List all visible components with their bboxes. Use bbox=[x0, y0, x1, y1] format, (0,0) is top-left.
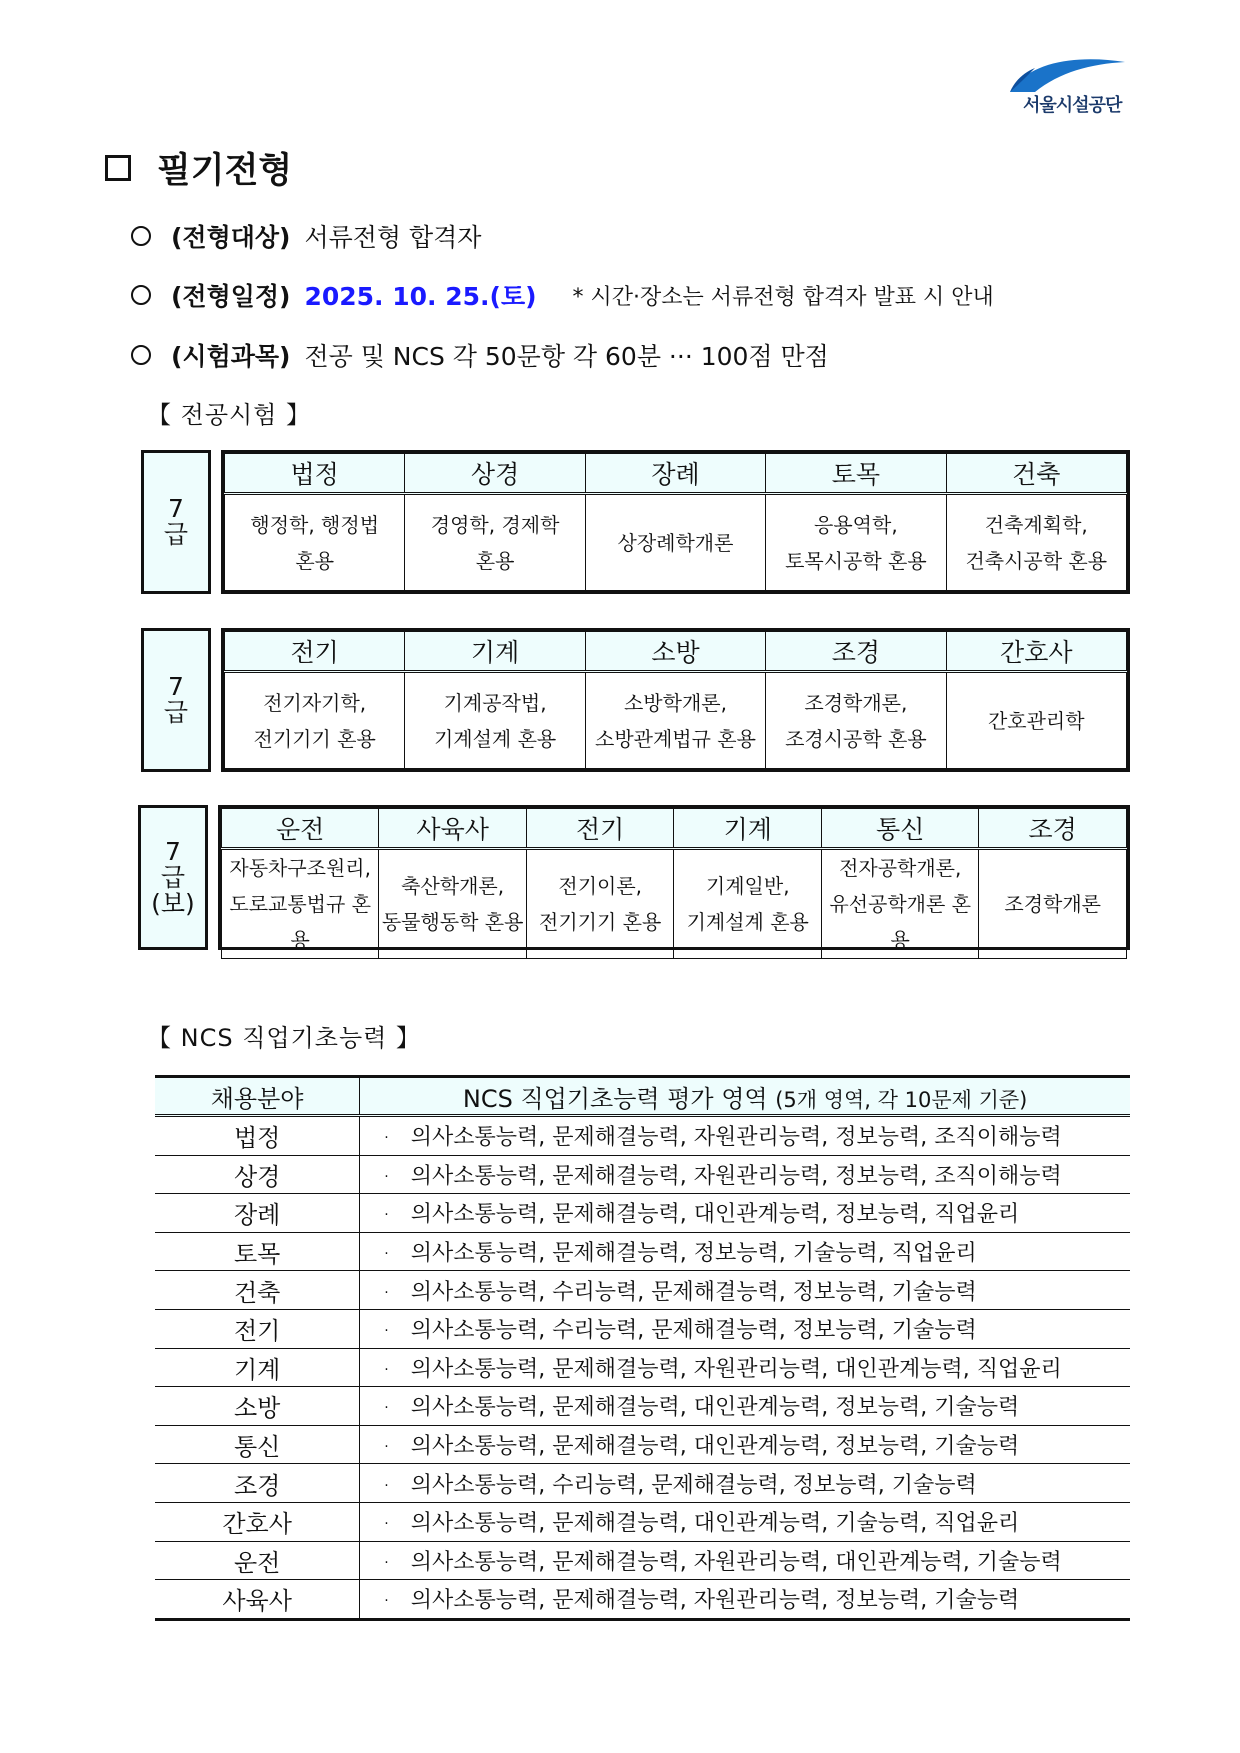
grade-header: 건축 bbox=[946, 454, 1126, 494]
grade-cell: 자동차구조원리, 도로교통법규 혼용 bbox=[222, 849, 379, 959]
badge-line: (보) bbox=[151, 888, 195, 918]
ncs-field: 상경 bbox=[155, 1155, 360, 1194]
dot-bullet-icon: · bbox=[384, 1477, 389, 1494]
ncs-field: 운전 bbox=[155, 1541, 360, 1580]
ncs-field: 소방 bbox=[155, 1387, 360, 1426]
grade-header: 장례 bbox=[585, 454, 765, 494]
grade-table-box bbox=[218, 805, 1130, 950]
badge-line: 7 bbox=[165, 836, 181, 866]
ncs-field: 장례 bbox=[155, 1194, 360, 1233]
ncs-header-note: (5개 영역, 각 10문제 기준) bbox=[775, 1087, 1028, 1112]
grade-cell: 기계일반, 기계설계 혼용 bbox=[674, 849, 822, 959]
bullet-label: (시험과목) bbox=[171, 342, 291, 371]
grade-header: 기계 bbox=[405, 632, 585, 672]
circle-bullet-icon bbox=[131, 285, 151, 305]
grade-header: 토목 bbox=[766, 454, 946, 494]
square-bullet-icon bbox=[105, 155, 131, 181]
table-row bbox=[155, 1387, 1130, 1426]
grade-cell: 소방학개론, 소방관계법규 혼용 bbox=[585, 672, 765, 769]
table-row bbox=[155, 1309, 1130, 1348]
dot-bullet-icon: · bbox=[384, 1361, 389, 1378]
grade-cell: 기계공작법, 기계설계 혼용 bbox=[405, 672, 585, 769]
table-row bbox=[155, 1271, 1130, 1310]
dot-bullet-icon: · bbox=[384, 1554, 389, 1571]
bullet-label: (전형일정) bbox=[171, 282, 291, 311]
ncs-field: 법정 bbox=[155, 1116, 360, 1156]
grade-header: 조경 bbox=[979, 809, 1127, 849]
dot-bullet-icon: · bbox=[384, 1593, 389, 1610]
ncs-areas-text: 의사소통능력, 문제해결능력, 정보능력, 기술능력, 직업윤리 bbox=[410, 1241, 977, 1267]
ncs-header-areas bbox=[360, 1077, 1130, 1116]
circle-bullet-icon bbox=[131, 226, 151, 246]
bullet-text: 전공 및 NCS 각 50문항 각 60분 ··· 100점 만점 bbox=[304, 342, 829, 371]
grade-badge bbox=[141, 450, 211, 594]
ncs-areas bbox=[360, 1425, 1130, 1464]
grade-cell: 상장례학개론 bbox=[585, 494, 765, 591]
badge-line: 급 bbox=[163, 698, 189, 727]
ncs-areas-text: 의사소통능력, 문제해결능력, 대인관계능력, 정보능력, 직업윤리 bbox=[410, 1202, 1020, 1228]
exam-date: 2025. 10. 25.(토) bbox=[304, 282, 537, 311]
grade-cell: 응용역학, 토목시공학 혼용 bbox=[766, 494, 946, 591]
seoul-facilities-logo-wave bbox=[1005, 50, 1145, 130]
grade-header: 간호사 bbox=[946, 632, 1126, 672]
grade-header: 운전 bbox=[222, 809, 379, 849]
badge-line: 급 bbox=[163, 520, 189, 549]
ncs-areas bbox=[360, 1271, 1130, 1310]
bullet-text: 서류전형 합격자 bbox=[304, 223, 482, 252]
ncs-areas bbox=[360, 1502, 1130, 1541]
ncs-areas bbox=[360, 1580, 1130, 1620]
table-row bbox=[155, 1502, 1130, 1541]
ncs-areas-text: 의사소통능력, 문제해결능력, 자원관리능력, 정보능력, 조직이해능력 bbox=[410, 1163, 1062, 1189]
circle-bullet-icon bbox=[131, 345, 151, 365]
grade-header: 소방 bbox=[585, 632, 765, 672]
ncs-field: 건축 bbox=[155, 1271, 360, 1310]
ncs-areas-text: 의사소통능력, 수리능력, 문제해결능력, 정보능력, 기술능력 bbox=[410, 1279, 977, 1305]
ncs-areas-text: 의사소통능력, 문제해결능력, 대인관계능력, 정보능력, 기술능력 bbox=[410, 1395, 1020, 1421]
ncs-header-title: NCS 직업기초능력 평가 영역 bbox=[462, 1084, 768, 1113]
table-row bbox=[155, 1541, 1130, 1580]
grade-cell: 건축계획학, 건축시공학 혼용 bbox=[946, 494, 1126, 591]
table-row bbox=[155, 1580, 1130, 1620]
dot-bullet-icon: · bbox=[384, 1400, 389, 1417]
bullet-subjects bbox=[131, 337, 829, 373]
grade-header: 사육사 bbox=[379, 809, 527, 849]
grade-cell: 조경학개론, 조경시공학 혼용 bbox=[766, 672, 946, 769]
grade-header: 통신 bbox=[822, 809, 979, 849]
dot-bullet-icon: · bbox=[384, 1323, 389, 1340]
table-row bbox=[155, 1232, 1130, 1271]
ncs-areas bbox=[360, 1116, 1130, 1156]
ncs-areas-text: 의사소통능력, 문제해결능력, 자원관리능력, 대인관계능력, 직업윤리 bbox=[410, 1356, 1062, 1382]
ncs-areas-text: 의사소통능력, 문제해결능력, 자원관리능력, 정보능력, 조직이해능력 bbox=[410, 1125, 1062, 1151]
dot-bullet-icon: · bbox=[384, 1516, 389, 1533]
grade-badge bbox=[138, 805, 208, 950]
ncs-areas bbox=[360, 1155, 1130, 1194]
grade-header: 상경 bbox=[405, 454, 585, 494]
ncs-field: 사육사 bbox=[155, 1580, 360, 1620]
ncs-table-box bbox=[155, 1075, 1130, 1621]
table-row bbox=[155, 1155, 1130, 1194]
grade-table-box bbox=[221, 450, 1130, 594]
schedule-note: * 시간·장소는 서류전형 합격자 발표 시 안내 bbox=[572, 284, 994, 310]
grade-cell: 전자공학개론, 유선공학개론 혼용 bbox=[822, 849, 979, 959]
ncs-field: 토목 bbox=[155, 1232, 360, 1271]
ncs-field: 조경 bbox=[155, 1464, 360, 1503]
grade-cell: 축산학개론, 동물행동학 혼용 bbox=[379, 849, 527, 959]
grade-table bbox=[224, 453, 1127, 591]
dot-bullet-icon: · bbox=[384, 1207, 389, 1224]
ncs-field: 전기 bbox=[155, 1309, 360, 1348]
grade-badge bbox=[141, 628, 211, 772]
ncs-table bbox=[155, 1075, 1130, 1621]
bullet-schedule bbox=[131, 277, 994, 313]
section-title-text: 필기전형 bbox=[157, 151, 293, 191]
badge-line: 7 bbox=[168, 672, 184, 701]
grade-cell: 전기자기학, 전기기기 혼용 bbox=[225, 672, 405, 769]
grade-table-box bbox=[221, 628, 1130, 772]
dot-bullet-icon: · bbox=[384, 1246, 389, 1263]
ncs-areas bbox=[360, 1232, 1130, 1271]
ncs-areas bbox=[360, 1348, 1130, 1387]
ncs-heading: 【 NCS 직업기초능력 】 bbox=[147, 1024, 421, 1052]
grade-cell: 조경학개론 bbox=[979, 849, 1127, 959]
ncs-areas-text: 의사소통능력, 수리능력, 문제해결능력, 정보능력, 기술능력 bbox=[410, 1318, 977, 1344]
grade-table bbox=[224, 631, 1127, 769]
table-row bbox=[155, 1464, 1130, 1503]
table-row bbox=[155, 1348, 1130, 1387]
dot-bullet-icon: · bbox=[384, 1284, 389, 1301]
badge-line: 급 bbox=[160, 862, 186, 892]
ncs-areas-text: 의사소통능력, 수리능력, 문제해결능력, 정보능력, 기술능력 bbox=[410, 1472, 977, 1498]
ncs-areas bbox=[360, 1387, 1130, 1426]
grade-cell: 경영학, 경제학 혼용 bbox=[405, 494, 585, 591]
ncs-field: 통신 bbox=[155, 1425, 360, 1464]
section-title bbox=[105, 143, 292, 193]
bullet-target bbox=[131, 218, 481, 254]
major-exam-heading: 【 전공시험 】 bbox=[147, 401, 311, 429]
ncs-areas-text: 의사소통능력, 문제해결능력, 자원관리능력, 대인관계능력, 기술능력 bbox=[410, 1549, 1062, 1575]
badge-line: 7 bbox=[168, 494, 184, 523]
ncs-field: 간호사 bbox=[155, 1502, 360, 1541]
dot-bullet-icon: · bbox=[384, 1439, 389, 1456]
ncs-field: 기계 bbox=[155, 1348, 360, 1387]
grade-cell: 행정학, 행정법 혼용 bbox=[225, 494, 405, 591]
ncs-areas bbox=[360, 1541, 1130, 1580]
grade-table bbox=[221, 808, 1127, 959]
grade-header: 기계 bbox=[674, 809, 822, 849]
grade-header: 조경 bbox=[766, 632, 946, 672]
ncs-areas-text: 의사소통능력, 문제해결능력, 대인관계능력, 정보능력, 기술능력 bbox=[410, 1434, 1020, 1460]
logo-text: 서울시설공단 bbox=[1023, 95, 1122, 116]
grade-cell: 간호관리학 bbox=[946, 672, 1126, 769]
ncs-header-field: 채용분야 bbox=[155, 1077, 360, 1116]
ncs-areas bbox=[360, 1309, 1130, 1348]
bullet-label: (전형대상) bbox=[171, 223, 291, 252]
grade-header: 법정 bbox=[225, 454, 405, 494]
ncs-areas bbox=[360, 1194, 1130, 1233]
ncs-areas-text: 의사소통능력, 문제해결능력, 자원관리능력, 정보능력, 기술능력 bbox=[410, 1588, 1020, 1614]
table-row bbox=[155, 1116, 1130, 1156]
ncs-areas-text: 의사소통능력, 문제해결능력, 대인관계능력, 기술능력, 직업윤리 bbox=[410, 1511, 1020, 1537]
ncs-areas bbox=[360, 1464, 1130, 1503]
table-row bbox=[155, 1425, 1130, 1464]
dot-bullet-icon: · bbox=[384, 1168, 389, 1185]
table-row bbox=[155, 1194, 1130, 1233]
grade-header: 전기 bbox=[526, 809, 674, 849]
grade-header: 전기 bbox=[225, 632, 405, 672]
grade-cell: 전기이론, 전기기기 혼용 bbox=[526, 849, 674, 959]
dot-bullet-icon: · bbox=[384, 1130, 389, 1147]
